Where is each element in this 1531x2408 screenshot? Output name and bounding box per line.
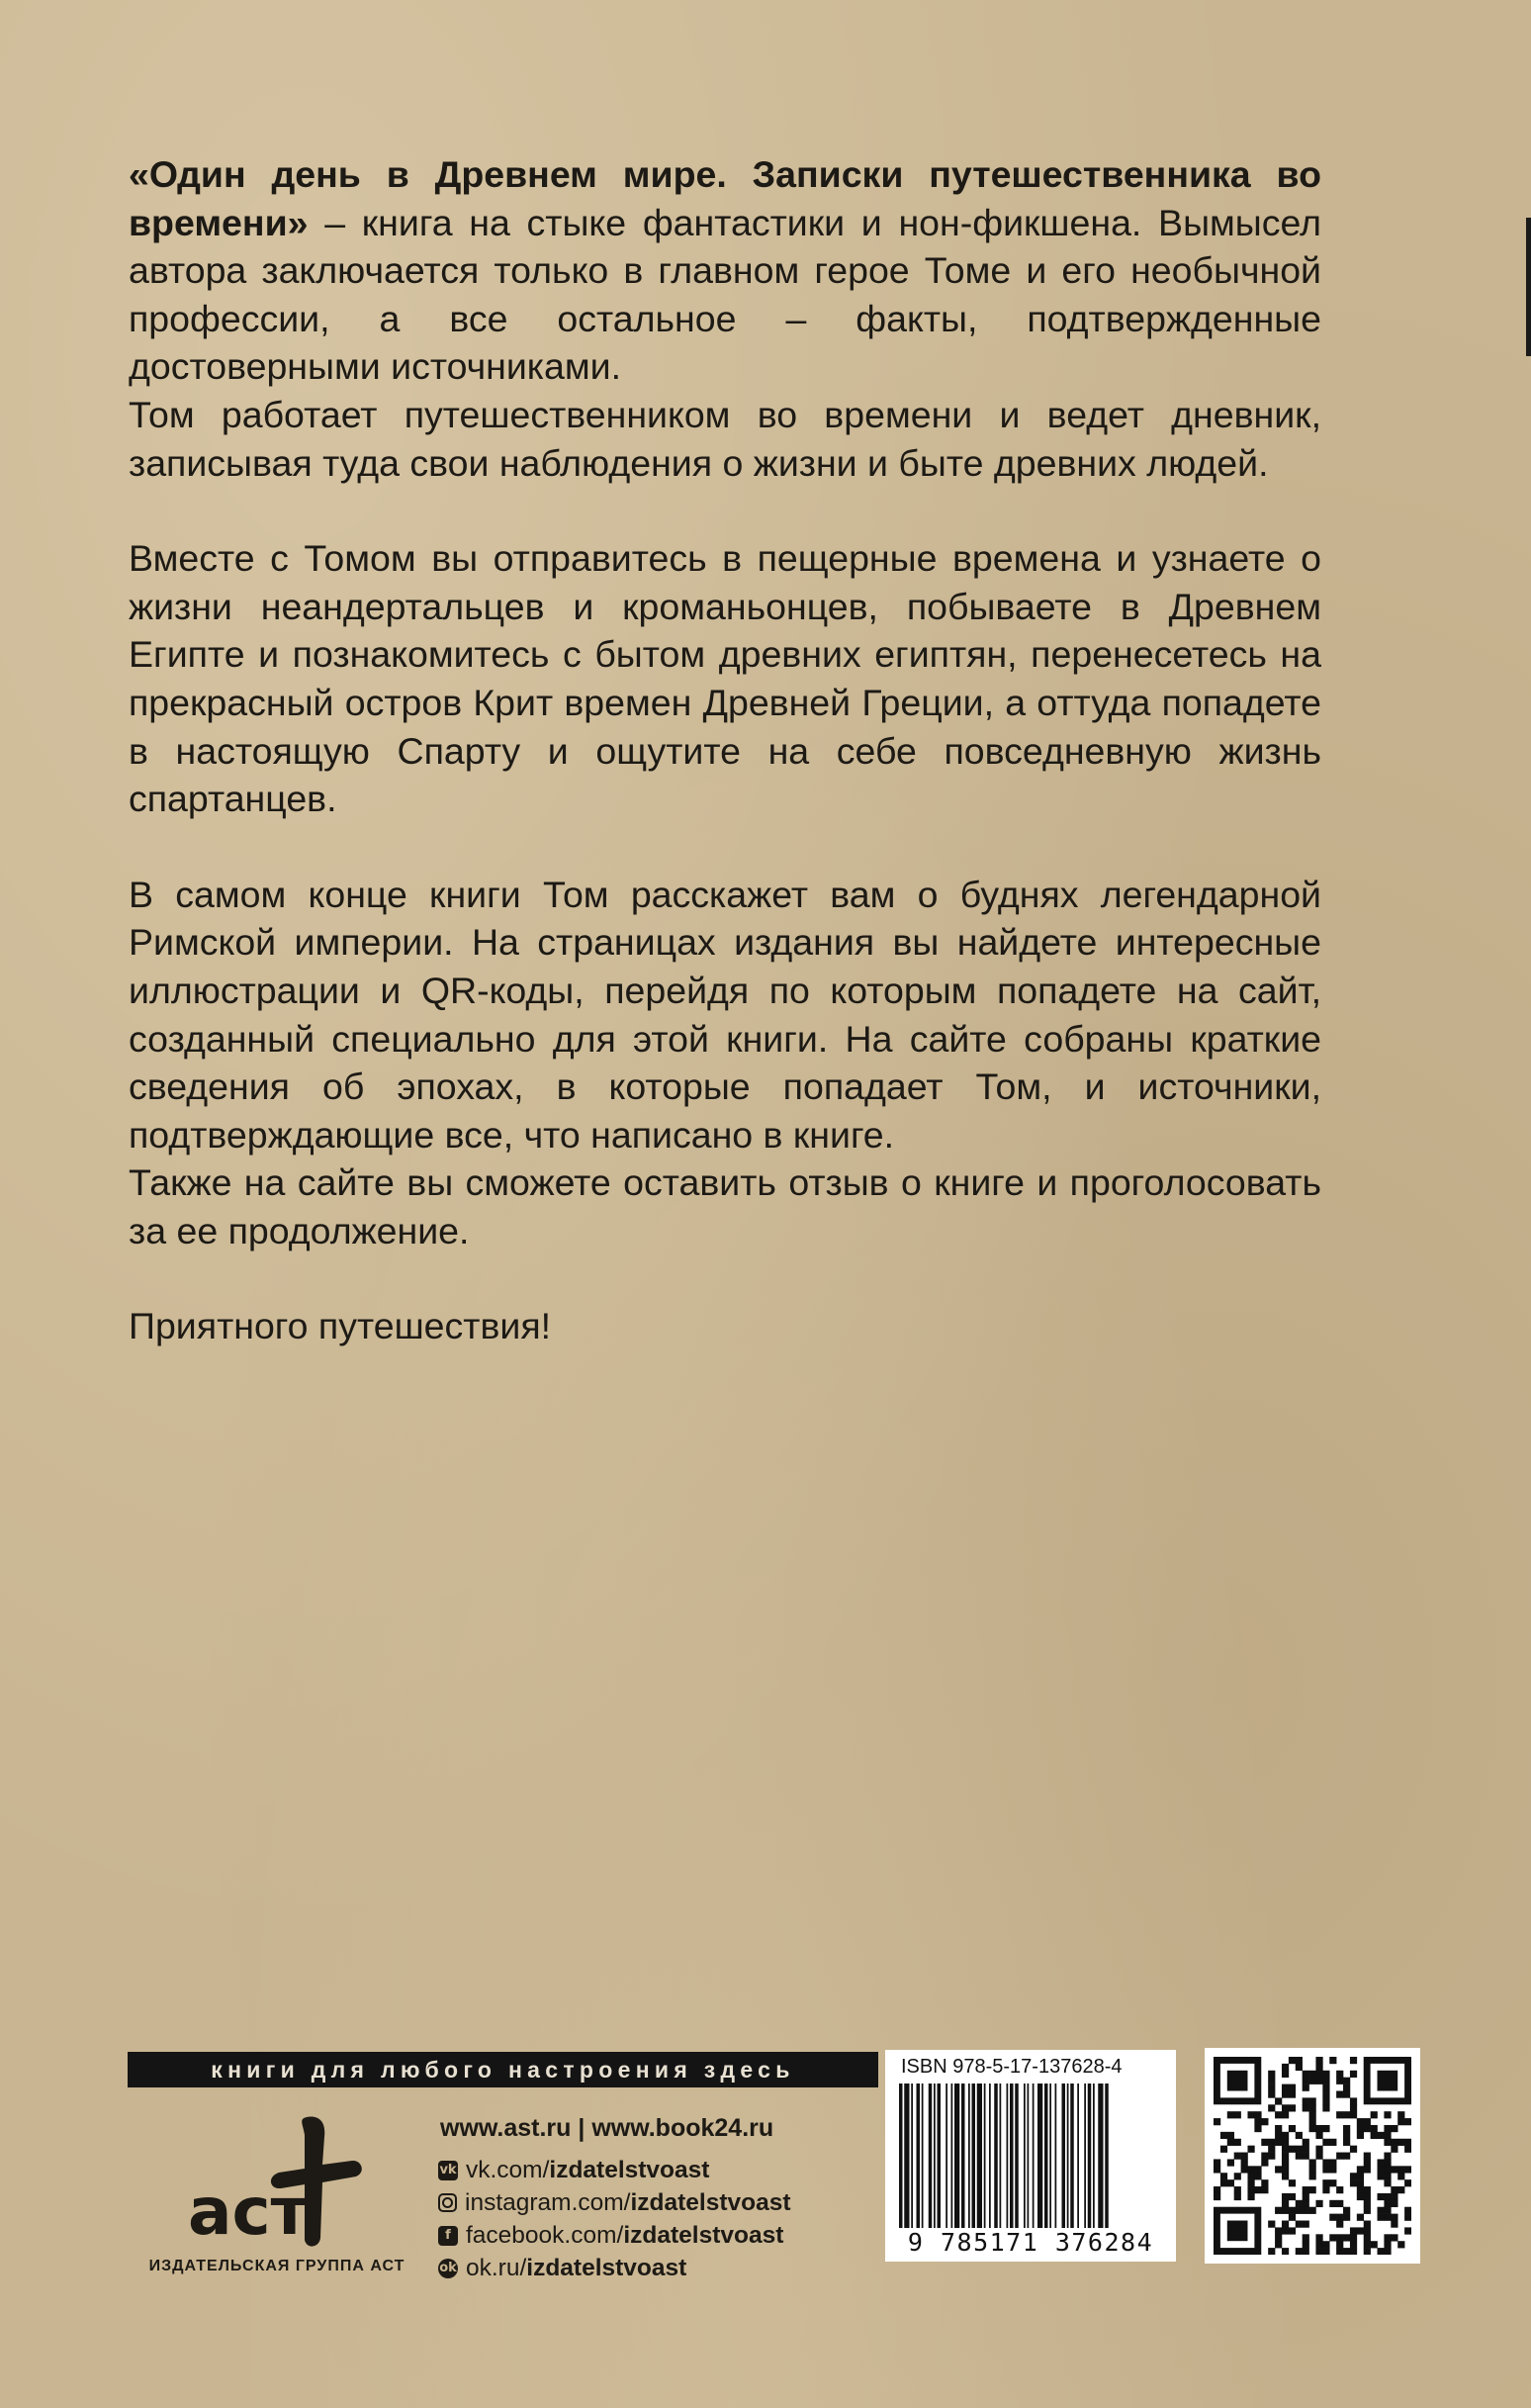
social-prefix: instagram.com/ — [465, 2188, 631, 2216]
publisher-name: ИЗДАТЕЛЬСКАЯ ГРУППА АСТ — [148, 2258, 405, 2274]
barcode-bars — [895, 2084, 1166, 2232]
social-link-odnoklassniki[interactable] — [438, 2252, 791, 2284]
social-prefix: vk.com/ — [466, 2156, 550, 2183]
facebook-icon: f — [438, 2226, 458, 2246]
description-paragraph-2: Том работает путешественником во времени и ведет дневник, записывая туда свои наблюдения о жизни и быте древних людей. — [129, 393, 1321, 484]
book-description — [129, 150, 1321, 1350]
social-prefix: ok.ru/ — [466, 2254, 527, 2281]
description-intro: – книга на стыке фантастики и нон-фикшена. Вымысел автора заключается только в главном герое Томе и его необычной профессии, а все остальное – факты, подтвержденные достоверными источниками. — [129, 201, 1321, 388]
social-link-vk[interactable] — [438, 2154, 791, 2186]
closing-line: Приятного путешествия! — [129, 1305, 552, 1347]
social-handle: izdatelstvoast — [630, 2188, 791, 2216]
description-paragraph-4: В самом конце книги Том расскажет вам о буднях легендарной Римской империи. На страницах издания вы найдете интересные иллюстрации и QR-коды, перейдя по которым попадете на сайт, созданный специально для этой книги. На сайте собраны краткие сведения об эпохах, в которые попадает Том, и источники, подтверждающие все, что написано в книге. — [129, 873, 1321, 1156]
social-handle: izdatelstvoast — [526, 2254, 687, 2281]
social-prefix: facebook.com/ — [466, 2221, 624, 2249]
social-handle: izdatelstvoast — [623, 2221, 784, 2249]
odnoklassniki-icon: ok — [438, 2259, 458, 2278]
spine-edge — [1526, 218, 1531, 356]
book-title: «Один день в Древнем мире. Записки путешественника во времени» — [129, 153, 1321, 243]
publisher-websites[interactable]: www.ast.ru | www.book24.ru — [440, 2114, 774, 2142]
social-links — [438, 2154, 791, 2284]
instagram-icon — [438, 2193, 457, 2212]
isbn-barcode — [885, 2050, 1176, 2262]
description-paragraph-3: Вместе с Томом вы отправитесь в пещерные времена и узнаете о жизни неандертальцев и кроманьонцев, побываете в Древнем Египте и познакомитесь с бытом древних египтян, перенесетесь на прекрасный остров Крит времен Древней Греции, а оттуда попадете в настоящую Спарту и ощутите на себе повседневную жизнь спартанцев. — [129, 537, 1321, 820]
qr-code-pattern — [1214, 2057, 1411, 2255]
description-paragraph-1 — [129, 150, 1321, 391]
social-link-instagram[interactable] — [438, 2186, 791, 2219]
vk-icon: vk — [438, 2161, 458, 2180]
description-paragraph-5: Также на сайте вы сможете оставить отзыв о книге и проголосовать за ее продолжение. — [129, 1161, 1321, 1251]
social-handle: izdatelstvoast — [549, 2156, 710, 2183]
ast-logo — [158, 2107, 386, 2256]
social-link-facebook[interactable] — [438, 2219, 791, 2252]
logo-wordmark: аст — [188, 2174, 309, 2250]
barcode-digits: 9 785171 376284 — [907, 2228, 1154, 2257]
isbn-number: ISBN 978-5-17-137628-4 — [901, 2056, 1123, 2078]
tagline-banner: книги для любого настроения здесь — [128, 2052, 878, 2087]
qr-code[interactable] — [1205, 2048, 1420, 2264]
